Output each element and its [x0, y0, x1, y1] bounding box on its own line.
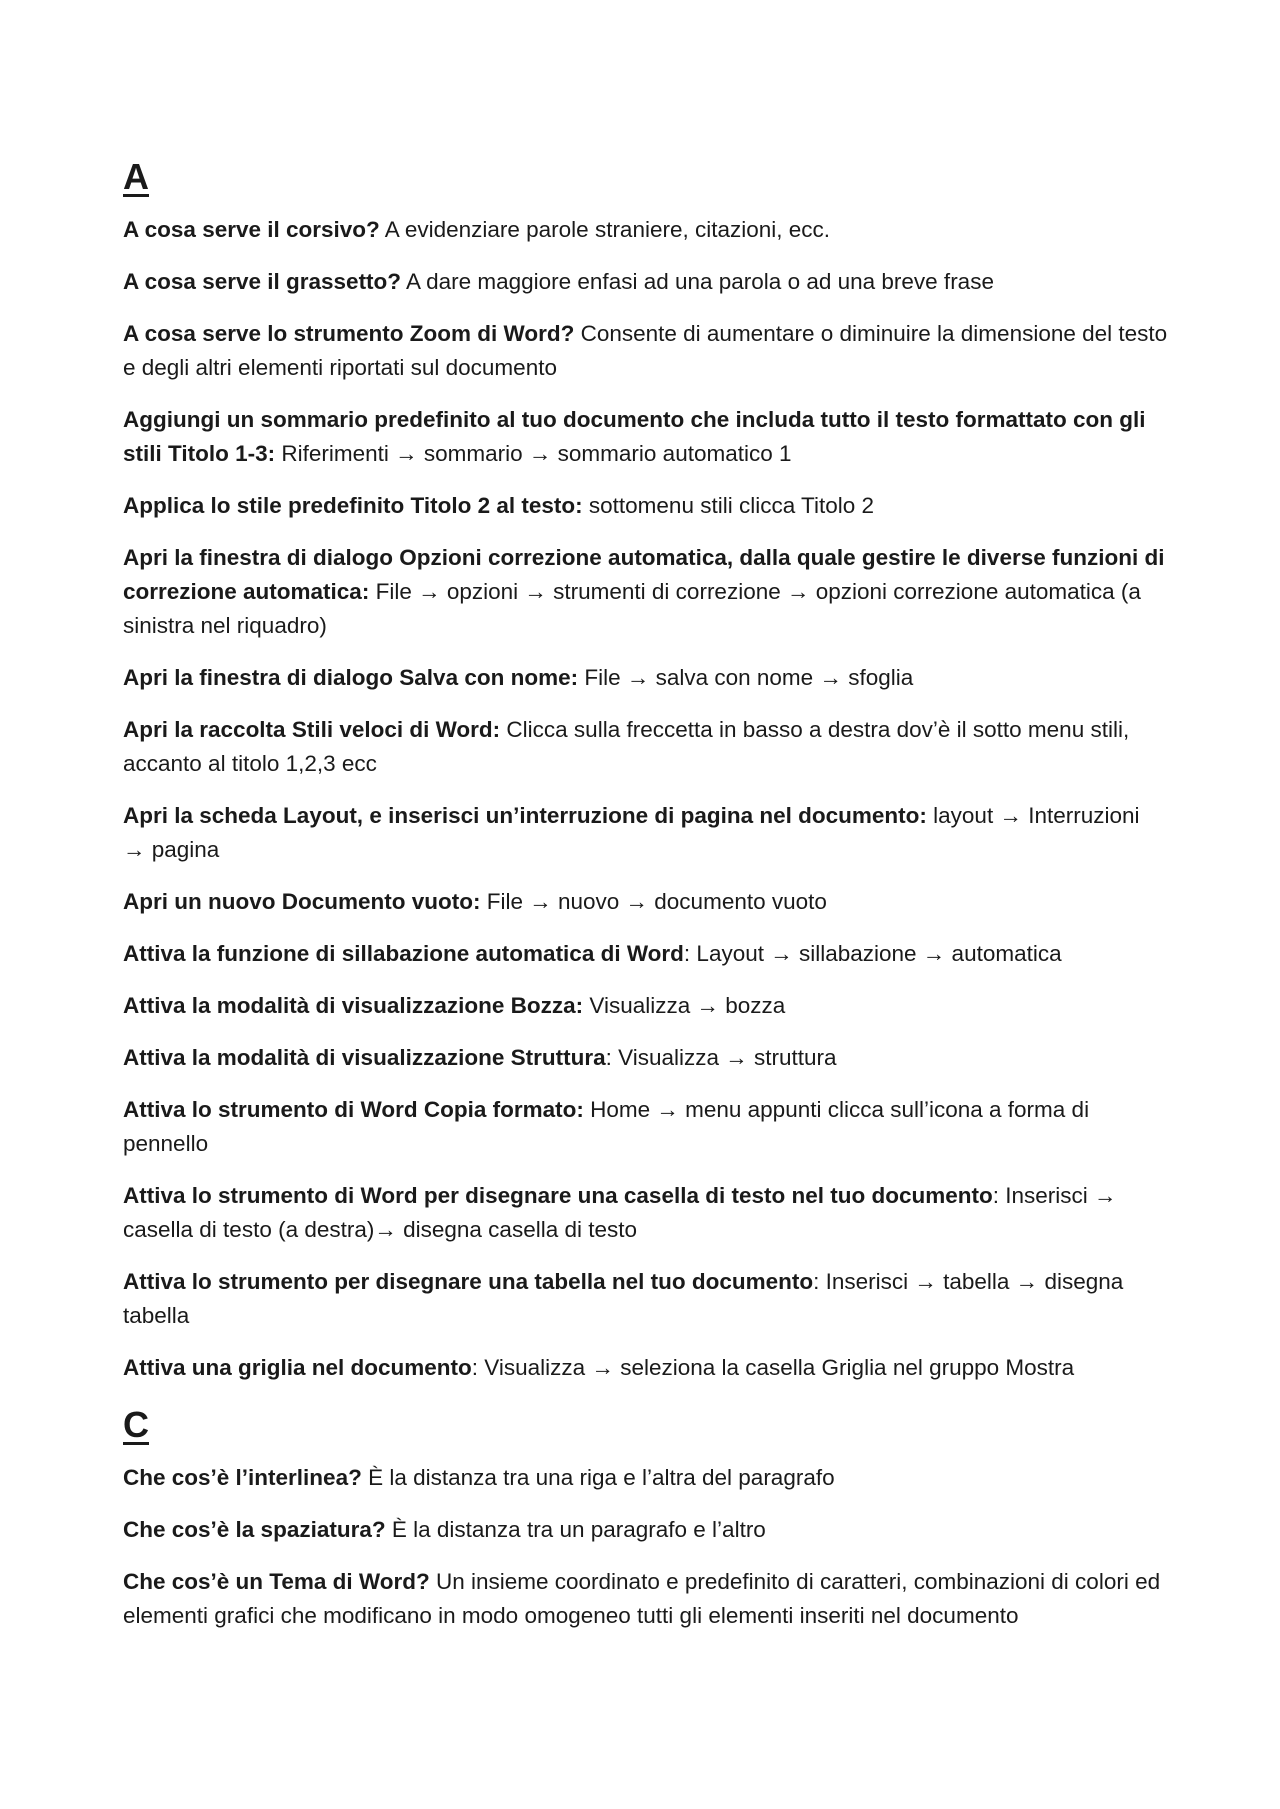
entry [123, 317, 1168, 385]
entry [123, 1513, 1168, 1547]
entry [123, 1265, 1168, 1333]
entry [123, 713, 1168, 781]
entry [123, 799, 1168, 867]
entry [123, 489, 1168, 523]
entry-question: Attiva la modalità di visualizzazione Struttura [123, 1045, 606, 1070]
entry-answer: A evidenziare parole straniere, citazioni, ecc. [379, 217, 831, 242]
entry-answer: È la distanza tra un paragrafo e l’altro [385, 1517, 766, 1542]
entry-question: A cosa serve il corsivo? [123, 217, 380, 242]
entry-answer: Un insieme coordinato e predefinito di caratteri, combinazioni di colori ed elementi grafici che modificano in modo omogeneo tutti gli elementi inseriti nel documento [123, 1569, 1161, 1628]
entry-question: A cosa serve lo strumento Zoom di Word? [123, 321, 575, 346]
entry [123, 1179, 1168, 1247]
entry-question: Apri la scheda Layout, e inserisci un’interruzione di pagina nel documento: [123, 803, 927, 828]
entry-question: Apri la finestra di dialogo Opzioni correzione automatica, dalla quale gestire le diverse funzioni di correzione automatica: [123, 545, 1165, 604]
entry-answer: : Layout → sillabazione → automatica [683, 941, 1062, 966]
entry-question: Attiva lo strumento per disegnare una tabella nel tuo documento [123, 1269, 814, 1294]
entry-question: Attiva la funzione di sillabazione automatica di Word [123, 941, 684, 966]
entry-question: Che cos’è la spaziatura? [123, 1517, 386, 1542]
entry [123, 213, 1168, 247]
entry [123, 937, 1168, 971]
entry-question: Che cos’è un Tema di Word? [123, 1569, 430, 1594]
document-page [123, 155, 1168, 1651]
section-heading-c: C [123, 1404, 149, 1445]
entry [123, 661, 1168, 695]
entry-question: Applica lo stile predefinito Titolo 2 al testo: [123, 493, 583, 518]
entry [123, 1093, 1168, 1161]
entry-question: Che cos’è l’interlinea? [123, 1465, 362, 1490]
entry-question: Aggiungi un sommario predefinito al tuo documento che includa tutto il testo formattato con gli stili Titolo 1-3: [123, 407, 1146, 466]
entry-question: Attiva una griglia nel documento [123, 1355, 472, 1380]
entry-answer: È la distanza tra una riga e l’altra del paragrafo [361, 1465, 835, 1490]
entry-answer: : Inserisci → tabella → disegna tabella [123, 1269, 1124, 1328]
entry-answer: File → nuovo → documento vuoto [480, 889, 827, 914]
entry-answer: Riferimenti → sommario → sommario automatico 1 [275, 441, 792, 466]
entry-question: Apri un nuovo Documento vuoto: [123, 889, 481, 914]
entry [123, 403, 1168, 471]
entry-answer: A dare maggiore enfasi ad una parola o ad una breve frase [401, 269, 994, 294]
entry-answer: : Inserisci → casella di testo (a destra)→ disegna casella di testo [123, 1183, 1117, 1242]
entry-question: A cosa serve il grassetto? [123, 269, 402, 294]
entry-answer: Clicca sulla freccetta in basso a destra dov’è il sotto menu stili, accanto al titolo 1,2,3 ecc [123, 717, 1130, 776]
entry [123, 885, 1168, 919]
entry-answer: sottomenu stili clicca Titolo 2 [582, 493, 875, 518]
entry-question: Attiva la modalità di visualizzazione Bozza: [123, 993, 584, 1018]
entry-answer: layout → Interruzioni → pagina [123, 803, 1140, 862]
section-heading-a: A [123, 156, 149, 197]
entry [123, 1461, 1168, 1495]
entry-question: Attiva lo strumento di Word Copia formato: [123, 1097, 584, 1122]
entry-question: Apri la finestra di dialogo Salva con nome: [123, 665, 579, 690]
entry-answer: : Visualizza → struttura [605, 1045, 837, 1070]
entry-answer: File → salva con nome → sfoglia [578, 665, 914, 690]
entry-answer: : Visualizza → seleziona la casella Griglia nel gruppo Mostra [471, 1355, 1075, 1380]
entry [123, 265, 1168, 299]
entry-answer: Home → menu appunti clicca sull’icona a forma di pennello [123, 1097, 1090, 1156]
entry [123, 989, 1168, 1023]
entry-question: Apri la raccolta Stili veloci di Word: [123, 717, 501, 742]
entry [123, 1041, 1168, 1075]
entry-answer: Visualizza → bozza [583, 993, 786, 1018]
entry-answer: File → opzioni → strumenti di correzione → opzioni correzione automatica (a sinistra nel riquadro) [123, 579, 1141, 638]
entry [123, 1351, 1168, 1385]
entry-question: Attiva lo strumento di Word per disegnare una casella di testo nel tuo documento [123, 1183, 993, 1208]
entry-answer: Consente di aumentare o diminuire la dimensione del testo e degli altri elementi riportati sul documento [123, 321, 1168, 380]
entry [123, 541, 1168, 643]
entry [123, 1565, 1168, 1633]
